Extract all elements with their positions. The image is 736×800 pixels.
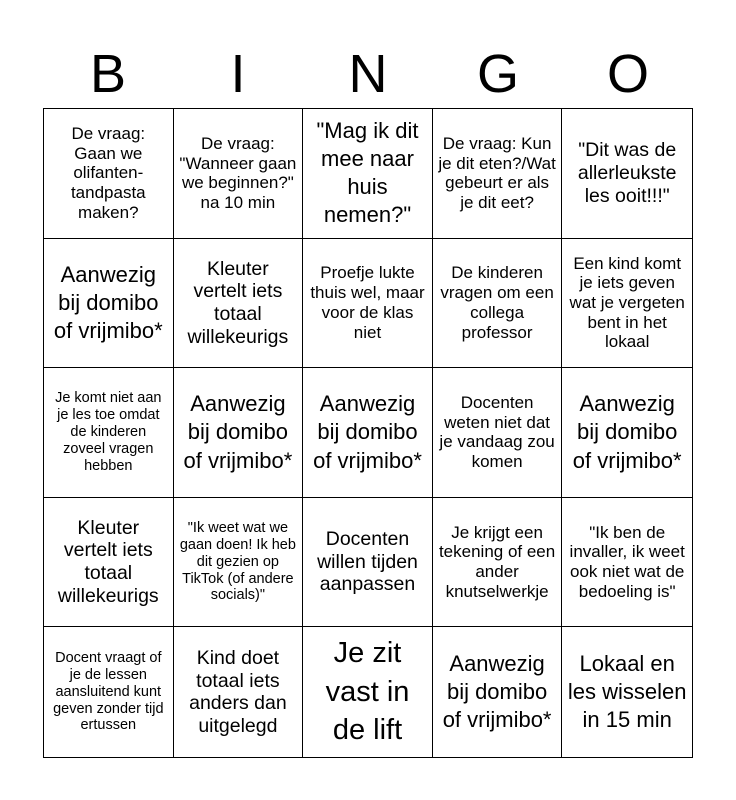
bingo-cell-3-1[interactable]	[44, 368, 174, 498]
cell-text: Docenten willen tijden aanpassen	[317, 528, 418, 596]
cell-text: Aanwezig bij domibo of vrijmibo*	[572, 391, 682, 473]
bingo-cell-4-5[interactable]	[562, 498, 692, 628]
bingo-cell-1-2[interactable]	[174, 109, 304, 239]
bingo-cell-5-3[interactable]	[303, 627, 433, 757]
bingo-cell-1-1[interactable]	[44, 109, 174, 239]
cell-text: "Dit was de allerleukste les ooit!!!"	[577, 139, 677, 207]
title-letter-g: G	[476, 44, 519, 104]
cell-text: "Mag ik dit mee naar huis nemen?"	[316, 117, 419, 228]
bingo-cell-5-1[interactable]	[44, 627, 174, 757]
title-letter-i: I	[230, 44, 246, 104]
bingo-cell-5-5[interactable]	[562, 627, 692, 757]
bingo-cell-2-4[interactable]	[433, 239, 563, 369]
cell-text: Kind doet totaal iets anders dan uitgelegd	[189, 646, 287, 737]
bingo-cell-5-2[interactable]	[174, 627, 304, 757]
bingo-cell-1-4[interactable]	[433, 109, 563, 239]
bingo-cell-3-2[interactable]	[174, 368, 304, 498]
bingo-cell-3-3[interactable]	[303, 368, 433, 498]
bingo-cell-4-4[interactable]	[433, 498, 563, 628]
cell-text: Docenten weten niet dat je vandaag zou komen	[439, 393, 555, 472]
bingo-cell-2-3[interactable]	[303, 239, 433, 369]
cell-text: De vraag: "Wanneer gaan we beginnen?" na 10 min	[179, 133, 297, 213]
bingo-cell-3-5[interactable]	[562, 368, 692, 498]
cell-text: Docent vraagt of je de lessen aansluitend kunt geven zonder tijd ertussen	[53, 650, 164, 734]
cell-text: "Ik weet wat we gaan doen! Ik heb dit gezien op TikTok (of andere socials)"	[179, 520, 296, 604]
cell-text: Je komt niet aan je les toe omdat de kinderen zoveel vragen hebben	[55, 390, 162, 474]
bingo-cell-2-1[interactable]	[44, 239, 174, 369]
bingo-cell-4-1[interactable]	[44, 498, 174, 628]
bingo-cell-5-4[interactable]	[433, 627, 563, 757]
cell-text: Aanwezig bij domibo of vrijmibo*	[183, 391, 293, 473]
bingo-cell-1-5[interactable]	[562, 109, 692, 239]
title-letter-b: B	[89, 44, 127, 104]
bingo-cell-3-4[interactable]	[433, 368, 563, 498]
bingo-cell-4-2[interactable]	[174, 498, 304, 628]
cell-text: Kleuter vertelt iets totaal willekeurigs	[57, 516, 159, 607]
cell-text: De vraag: Gaan we olifanten-tandpasta maken?	[70, 124, 146, 222]
cell-text: De kinderen vragen om een collega professor	[440, 263, 554, 342]
cell-text: Je zit vast in de lift	[325, 637, 410, 747]
title-letter-n: N	[348, 44, 388, 104]
cell-text: "Ik ben de invaller, ik weet ook niet wat de bedoeling is"	[569, 522, 685, 601]
bingo-cell-2-2[interactable]	[174, 239, 304, 369]
cell-text: Aanwezig bij domibo of vrijmibo*	[53, 261, 163, 343]
cell-text: Proefje lukte thuis wel, maar voor de klas niet	[310, 263, 425, 342]
cell-text: Aanwezig bij domibo of vrijmibo*	[313, 391, 422, 473]
cell-text: Je krijgt een tekening of een ander knutselwerkje	[438, 522, 556, 601]
cell-text: Aanwezig bij domibo of vrijmibo*	[442, 650, 552, 733]
bingo-title	[43, 40, 693, 108]
cell-text: Kleuter vertelt iets totaal willekeurigs	[187, 257, 289, 348]
bingo-cell-2-5[interactable]	[562, 239, 692, 369]
cell-text: De vraag: Kun je dit eten?/Wat gebeurt er als je dit eet?	[438, 133, 556, 213]
title-letter-o: O	[606, 44, 649, 104]
cell-text: Lokaal en les wisselen in 15 min	[567, 650, 687, 733]
cell-text: Een kind komt je iets geven wat je vergeten bent in het lokaal	[569, 253, 685, 352]
bingo-cell-4-3[interactable]	[303, 498, 433, 628]
bingo-cell-1-3[interactable]	[303, 109, 433, 239]
bingo-board	[43, 108, 693, 758]
